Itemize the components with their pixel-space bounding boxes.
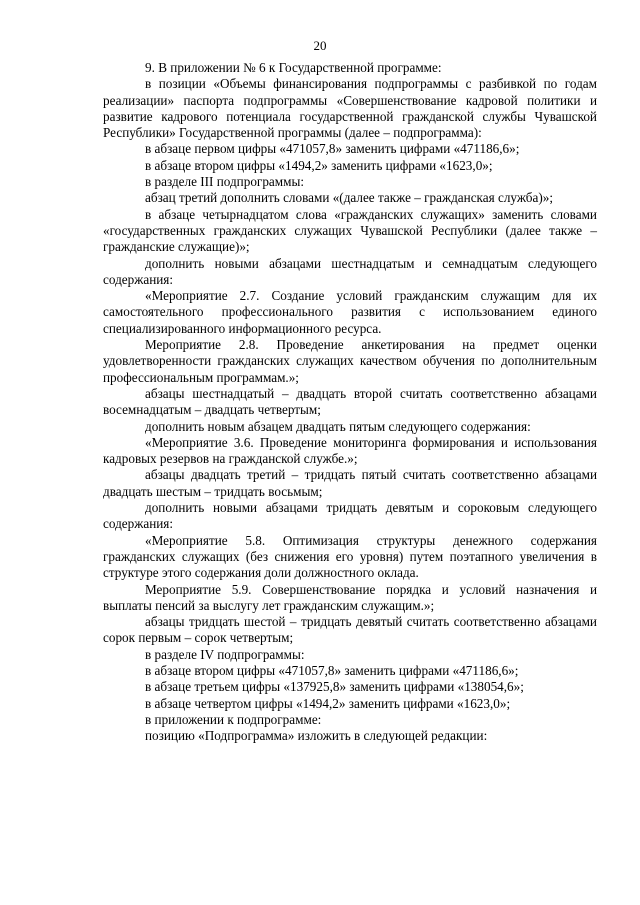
paragraph: дополнить новым абзацем двадцать пятым следующего содержания: xyxy=(145,418,531,434)
paragraph-appendix-heading: в приложении к подпрограмме: xyxy=(145,711,322,727)
paragraph-measure-3-6: «Мероприятие 3.6. Проведение мониторинга формирования и использования кадровых резервов на гражданской службе.»; xyxy=(103,434,597,467)
paragraph: позицию «Подпрограмма» изложить в следующей редакции: xyxy=(145,728,488,744)
paragraph-financing-position: в позиции «Объемы финансирования подпрограммы с разбивкой по годам реализации» паспорта подпрограммы «Совершенствование кадровой политики и развитие кадрового потенциала государственной гражданской службы Чувашской Республики» Государственной программы (далее – подпрограмма): xyxy=(103,76,597,141)
page-number: 20 xyxy=(313,38,327,53)
paragraph: в абзаце четырнадцатом слова «гражданских служащих» заменить словами «государственных гражданских служащих Чувашской Республики (далее также – гражданские служащие)»; xyxy=(103,206,597,255)
paragraph: в абзаце четвертом цифры «1494,2» заменить цифрами «1623,0»; xyxy=(145,695,511,711)
paragraph-item-9-heading: 9. В приложении № 6 к Государственной программе: xyxy=(145,60,442,75)
paragraph-measure-5-9: Мероприятие 5.9. Совершенствование порядка и условий назначения и выплаты пенсий за выслугу лет гражданским служащим.»; xyxy=(103,581,597,613)
paragraph: абзацы тридцать шестой – тридцать девятый считать соответственно абзацами сорок первым – сорок четвертым; xyxy=(103,614,597,646)
paragraph: абзац третий дополнить словами «(далее также – гражданская служба)»; xyxy=(145,190,553,206)
paragraph-section-4-heading: в разделе IV подпрограммы: xyxy=(145,646,305,662)
paragraph: дополнить новыми абзацами тридцать девятым и сороковым следующего содержания: xyxy=(103,500,597,532)
paragraph: абзацы шестнадцатый – двадцать второй считать соответственно абзацами восемнадцатым – двадцать четвертым; xyxy=(103,385,597,418)
paragraph-section-3-heading: в разделе III подпрограммы: xyxy=(145,174,305,190)
paragraph-measure-5-8: «Мероприятие 5.8. Оптимизация структуры денежного содержания гражданских служащих (без снижения его уровня) путем поэтапного увеличения в структуре этого содержания доли должностного оклада. xyxy=(103,532,597,581)
document-body xyxy=(103,60,597,744)
paragraph-measure-2-8: Мероприятие 2.8. Проведение анкетирования на предмет оценки удовлетворенности гражданских служащих качеством обучения по дополнительным профессиональным программам.»; xyxy=(103,337,597,385)
paragraph: в абзаце первом цифры «471057,8» заменить цифрами «471186,6»; xyxy=(145,141,520,157)
paragraph: дополнить новыми абзацами шестнадцатым и семнадцатым следующего содержания: xyxy=(103,255,597,287)
paragraph: в абзаце третьем цифры «137925,8» заменить цифрами «138054,6»; xyxy=(145,679,524,695)
paragraph: абзацы двадцать третий – тридцать пятый считать соответственно абзацами двадцать шестым – тридцать восьмым; xyxy=(103,467,597,499)
paragraph: в абзаце втором цифры «471057,8» заменить цифрами «471186,6»; xyxy=(145,662,519,678)
paragraph-measure-2-7: «Мероприятие 2.7. Создание условий гражданским служащим для их самостоятельного профессионального развития с использованием единого специализированного информационного ресурса. xyxy=(103,288,597,336)
paragraph: в абзаце втором цифры «1494,2» заменить цифрами «1623,0»; xyxy=(145,157,493,173)
